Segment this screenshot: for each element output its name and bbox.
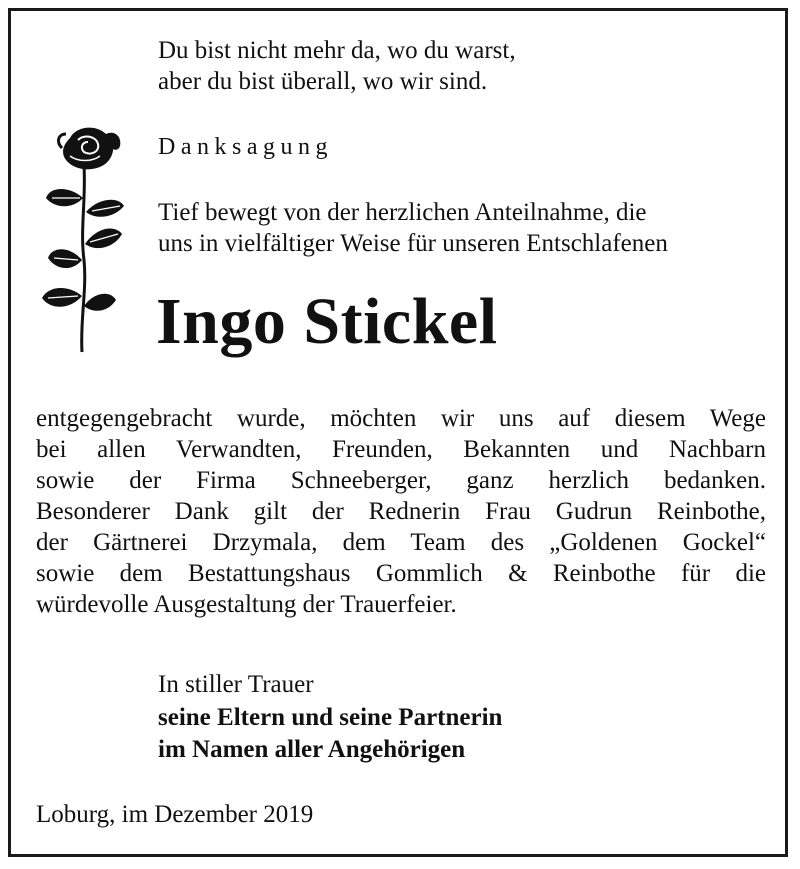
intro-line-2: uns in vielfältiger Weise für unseren Entschlafenen — [158, 230, 668, 257]
signature-line-1: seine Eltern und seine Partnerin — [158, 704, 503, 731]
quote-line-1: Du bist nicht mehr da, wo du warst, — [158, 37, 516, 64]
signature-line-2: im Namen aller Angehörigen — [158, 736, 466, 763]
body-line: Besonderer Dank gilt der Rednerin Frau Gudrun Reinbothe, — [36, 498, 766, 525]
heading-danksagung: Danksagung — [158, 134, 333, 160]
intro-line-1: Tief bewegt von der herzlichen Anteilnahme, die — [158, 199, 647, 226]
quote-line-2: aber du bist überall, wo wir sind. — [158, 68, 488, 95]
body-line: bei allen Verwandten, Freunden, Bekannten und Nachbarn — [36, 436, 766, 463]
place-date: Loburg, im Dezember 2019 — [36, 801, 314, 828]
body-line: sowie der Firma Schneeberger, ganz herzlich bedanken. — [36, 467, 766, 494]
deceased-name: Ingo Stickel — [156, 285, 498, 358]
closing-greeting: In stiller Trauer — [158, 671, 314, 698]
rose-icon — [40, 120, 130, 355]
body-line: entgegengebracht wurde, möchten wir uns auf diesem Wege — [36, 405, 766, 432]
thanks-paragraph — [36, 403, 766, 620]
body-line: würdevolle Ausgestaltung der Trauerfeier. — [36, 591, 457, 618]
body-line: sowie dem Bestattungshaus Gommlich & Reinbothe für die — [36, 560, 766, 587]
body-line: der Gärtnerei Drzymala, dem Team des „Goldenen Gockel“ — [36, 529, 766, 556]
